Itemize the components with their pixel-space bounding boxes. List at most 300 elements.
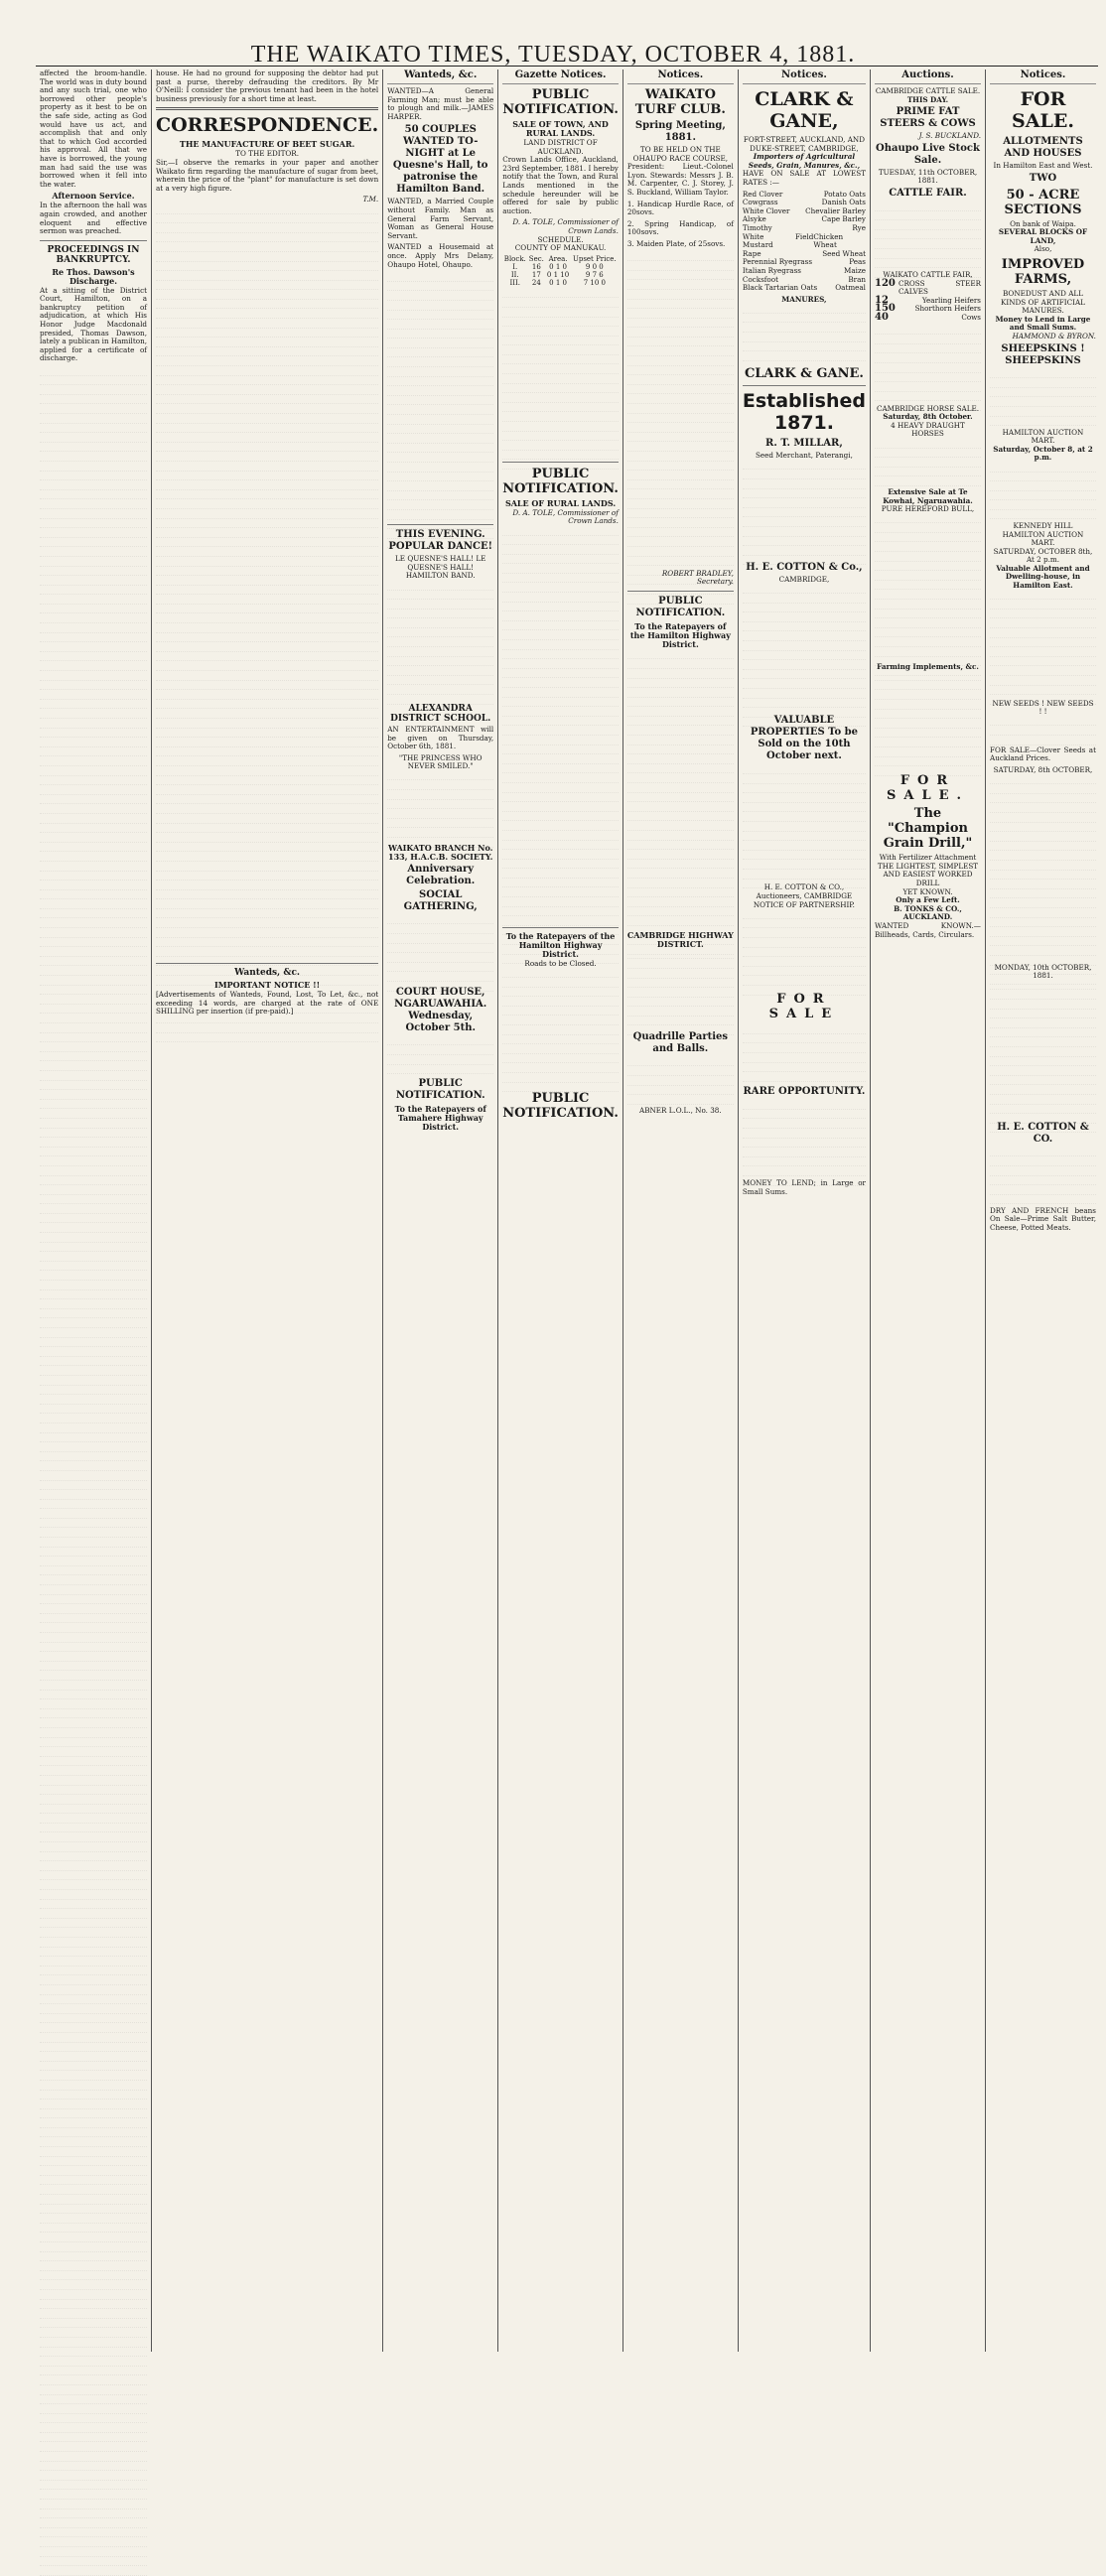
text-line (40, 1366, 147, 1376)
secretary-signature: ROBERT BRADLEY, Secretary. (661, 568, 734, 587)
text-line (40, 1747, 147, 1757)
two-label: TWO (1029, 172, 1057, 184)
text-line (40, 1271, 147, 1281)
text-line (502, 451, 619, 461)
text-line (627, 557, 734, 567)
text-line (990, 1085, 1096, 1095)
text-line (387, 396, 493, 406)
text-line (156, 613, 378, 623)
text-line (387, 415, 493, 425)
text-line (990, 407, 1096, 417)
text-line (40, 2081, 147, 2091)
text-line (40, 1795, 147, 1805)
text-line (990, 397, 1096, 407)
partnership-notice: NOTICE OF PARTNERSHIP. (753, 899, 855, 909)
text-line (387, 444, 493, 454)
text-line (40, 1633, 147, 1643)
text-line (40, 490, 147, 500)
text-line (627, 754, 734, 764)
text-line (627, 897, 734, 907)
public-notification-heading: PUBLIC NOTIFICATION. (635, 595, 726, 618)
text-line (40, 2414, 147, 2424)
text-line (40, 2043, 147, 2053)
text-line (875, 249, 981, 259)
list-item (875, 311, 981, 323)
text-line (743, 1139, 866, 1149)
text-line (40, 1919, 147, 1929)
text-line (743, 928, 866, 938)
seed-name: Oatmeal (835, 283, 866, 293)
text-line (40, 852, 147, 862)
column-7 (870, 69, 985, 2352)
cattle-fair-heading: CATTLE FAIR. (889, 187, 967, 199)
text-line (990, 473, 1096, 482)
text-line (40, 785, 147, 795)
seed-name: Cape Barley (821, 214, 866, 224)
text-line (743, 546, 866, 556)
text-line (875, 230, 981, 240)
text-line (875, 202, 981, 211)
text-line (990, 481, 1096, 491)
text-line (990, 842, 1096, 852)
text-line (156, 681, 378, 691)
text-line (40, 1376, 147, 1386)
text-line (743, 1043, 866, 1053)
text-line (743, 333, 866, 342)
wanted-ad: WANTED a Housemaid at once. Apply Mrs Delany, Ohaupo Hotel, Ohaupo. (387, 242, 494, 269)
notice-body (627, 950, 734, 1029)
text-line (40, 1090, 147, 1100)
text-line (40, 709, 147, 719)
text-line (990, 937, 1096, 947)
race-entry: 1. Handicap Hurdle Race, of 20sovs. (626, 199, 734, 217)
for-sale-heading: FOR SALE (768, 992, 840, 1022)
text-line (990, 610, 1096, 619)
text-line (387, 491, 493, 501)
entry-desc: Shorthorn Heifers (914, 304, 981, 314)
text-line (743, 470, 866, 479)
text-line (387, 647, 493, 657)
text-line (627, 404, 734, 414)
text-line (40, 443, 147, 453)
text-line (40, 623, 147, 633)
text-line (875, 637, 981, 647)
text-line (156, 538, 378, 548)
champion-drill-heading: The "Champion Grain Drill," (883, 806, 973, 852)
text-line (990, 647, 1096, 657)
text-line (387, 1065, 493, 1075)
several-blocks: SEVERAL BLOCKS OF LAND, (998, 227, 1088, 245)
text-line (627, 831, 734, 841)
text-line (627, 969, 734, 979)
text-line (156, 472, 378, 481)
text-line (387, 600, 493, 610)
seed-name: Maize (844, 265, 866, 275)
text-line (40, 872, 147, 881)
text-line (387, 425, 493, 435)
text-line (990, 784, 1096, 794)
text-line (156, 804, 378, 814)
text-line (40, 2537, 147, 2547)
seed-name: Rye (852, 222, 866, 232)
text-line (387, 618, 493, 628)
column-2 (151, 69, 382, 2352)
text-line (743, 679, 866, 689)
text-line (875, 335, 981, 344)
text-line (502, 841, 619, 851)
text-line (743, 1053, 866, 1063)
text-line (40, 2423, 147, 2433)
text-line (502, 1073, 619, 1083)
text-line (627, 821, 734, 831)
kennedy-hill: KENNEDY HILL (1013, 520, 1073, 530)
text-line (40, 1223, 147, 1233)
text-line (387, 963, 493, 973)
text-line (40, 2566, 147, 2576)
text-line (40, 1595, 147, 1605)
text-line (627, 518, 734, 528)
text-line (156, 395, 378, 405)
text-line (40, 1071, 147, 1081)
text-line (40, 1129, 147, 1139)
text-line (743, 622, 866, 632)
ad-body (743, 764, 866, 883)
text-line (743, 1100, 866, 1110)
text-line (387, 510, 493, 520)
few-left: Only a Few Left. (896, 895, 960, 905)
column-4 (497, 69, 622, 2352)
text-line (502, 384, 619, 394)
text-line (990, 638, 1096, 648)
text-line (627, 1066, 734, 1076)
text-line (40, 1424, 147, 1433)
extensive-sale: Extensive Sale at Te Kowhai, Ngaruawahia. (883, 486, 973, 505)
text-line (743, 793, 866, 803)
text-line (40, 2490, 147, 2500)
text-line (387, 282, 493, 292)
text-line (40, 2052, 147, 2062)
text-line (387, 320, 493, 330)
text-line (156, 528, 378, 538)
text-line (502, 997, 619, 1007)
prime-steers: PRIME FAT STEERS & COWS (880, 106, 976, 130)
text-line (387, 780, 493, 790)
text-line (387, 657, 493, 667)
text-line (40, 738, 147, 747)
text-line (743, 957, 866, 967)
text-line (40, 1195, 147, 1205)
schedule-heading: SCHEDULE. (537, 234, 584, 244)
text-line (627, 261, 734, 271)
text-line (387, 357, 493, 367)
text-line (40, 928, 147, 938)
entry-desc: CROSS STEER CALVES (899, 278, 981, 297)
text-line (156, 586, 378, 596)
entries-list (875, 277, 981, 323)
text-line (156, 938, 378, 948)
text-line (40, 1909, 147, 1919)
text-line (502, 783, 619, 793)
text-line (40, 2500, 147, 2509)
text-line (156, 414, 378, 424)
text-line (990, 861, 1096, 871)
text-line (40, 1681, 147, 1691)
text-line (40, 1528, 147, 1538)
text-line (40, 642, 147, 652)
text-line (40, 1433, 147, 1443)
text-line (156, 766, 378, 776)
text-line (156, 300, 378, 310)
text-line (40, 2233, 147, 2242)
text-line (40, 595, 147, 605)
text-line (40, 586, 147, 596)
ad-body (743, 1100, 866, 1179)
text-line (743, 537, 866, 547)
text-line (627, 1017, 734, 1026)
text-line (627, 726, 734, 736)
text-line (156, 947, 378, 957)
text-line (40, 1766, 147, 1776)
text-line (990, 1028, 1096, 1038)
text-line (40, 795, 147, 805)
text-line (502, 650, 619, 660)
text-line (156, 547, 378, 557)
text-line (40, 843, 147, 853)
seed-name: Alsyke (742, 214, 766, 224)
text-line (40, 1995, 147, 2005)
text-line (40, 2033, 147, 2043)
money-to-lend: Money to Lend in Large and Small Sums. (995, 314, 1091, 333)
text-line (502, 355, 619, 365)
text-line (502, 545, 619, 555)
column-heading: Notices. (990, 69, 1096, 84)
ad-body (990, 369, 1096, 429)
text-line (40, 1461, 147, 1471)
beet-sugar-heading: THE MANUFACTURE OF BEET SUGAR. (179, 139, 355, 150)
text-line (40, 1566, 147, 1576)
text-line (40, 1738, 147, 1748)
text-line (502, 831, 619, 841)
text-line (40, 1138, 147, 1148)
text-line (875, 449, 981, 459)
table-cell: 9 0 0 (585, 262, 604, 271)
text-line (627, 375, 734, 385)
text-line (156, 329, 378, 339)
text-line (156, 1023, 378, 1033)
text-line (40, 2100, 147, 2109)
text-line (40, 1500, 147, 1510)
text-line (387, 637, 493, 647)
column-heading: Notices. (627, 69, 734, 84)
text-line (40, 633, 147, 643)
auction-mart: HAMILTON AUCTION MART. (1002, 529, 1084, 548)
text-line (875, 514, 981, 524)
notice-body (502, 526, 619, 923)
text-line (387, 685, 493, 695)
text-line (40, 2185, 147, 2195)
text-line (40, 1386, 147, 1396)
text-line (156, 872, 378, 881)
text-line (502, 422, 619, 432)
lightest-line: THE LIGHTEST, SIMPLEST AND EASIEST WORKED DRILL (877, 861, 979, 888)
text-line (627, 764, 734, 774)
text-line (387, 377, 493, 387)
ohaupo-date: TUESDAY, 11th OCTOBER, 1881. (878, 167, 978, 186)
text-line (40, 881, 147, 890)
text-line (875, 719, 981, 729)
text-line (40, 1662, 147, 1672)
text-line (40, 2348, 147, 2358)
masthead-rule (36, 66, 1098, 67)
text-line (387, 453, 493, 463)
text-line (40, 385, 147, 395)
text-line (502, 393, 619, 403)
text-line (156, 424, 378, 434)
text-line (743, 938, 866, 948)
text-line (156, 223, 378, 233)
text-line (40, 1452, 147, 1462)
text-line (875, 363, 981, 373)
text-line (502, 432, 619, 442)
text-line (40, 995, 147, 1005)
text-line (40, 1709, 147, 1719)
text-line (40, 1081, 147, 1091)
text-line (40, 899, 147, 909)
text-line (743, 641, 866, 651)
text-line (743, 1034, 866, 1044)
text-line (156, 462, 378, 472)
bankruptcy-text: At a sitting of the District Court, Hamilton, on a bankruptcy petition of adjudication, at which His Honor Judge Macdonald presided, Thomas Dawson, lately a publican in Hamilton, applied for a certificate of discharge. (40, 285, 147, 363)
text-line (875, 344, 981, 354)
text-line (40, 1471, 147, 1481)
text-line (387, 800, 493, 810)
text-line (990, 871, 1096, 881)
text-line (387, 481, 493, 491)
text-line (502, 860, 619, 870)
text-line (502, 630, 619, 640)
text-line (40, 729, 147, 739)
text-line (40, 1014, 147, 1023)
text-line (990, 1076, 1096, 1086)
text-line (502, 337, 619, 346)
text-line (875, 757, 981, 767)
text-line (627, 366, 734, 376)
text-line (875, 458, 981, 468)
society-heading: WAIKATO BRANCH No. 133, H.A.C.B. SOCIETY. (387, 842, 493, 862)
text-line (627, 346, 734, 356)
ad-body (875, 202, 981, 271)
text-line (387, 434, 493, 444)
text-line (40, 2557, 147, 2567)
wanted-ad: WANTED, a Married Couple without Family. Man as General Farm Servant, Woman as General House Servant. (387, 197, 494, 240)
ads-body (387, 915, 493, 985)
afternoon-text: In the afternoon the hall was again crowded, and another eloquent and effective sermon was preached. (40, 201, 147, 236)
seed-name: White Clover (742, 205, 790, 215)
text-line (743, 1119, 866, 1129)
text-line (40, 519, 147, 529)
text-line (502, 812, 619, 822)
text-line (40, 2224, 147, 2234)
text-line (387, 666, 493, 676)
text-line (156, 890, 378, 900)
auction-date: Saturday, October 8, at 2 p.m. (993, 444, 1093, 463)
text-line (40, 890, 147, 900)
text-line (627, 916, 734, 926)
text-line (387, 272, 493, 282)
text-line (502, 907, 619, 917)
text-line (40, 2509, 147, 2519)
text-line (502, 308, 619, 318)
roads-heading: Roads to be Closed. (524, 958, 597, 968)
text-line (40, 1814, 147, 1824)
text-line (743, 479, 866, 489)
text-line (156, 709, 378, 719)
ohaupo-sale-heading: Ohaupo Live Stock Sale. (876, 142, 980, 166)
table-cell: 17 (531, 270, 541, 279)
commissioner-signature: D. A. TOLE, Commissioner of Crown Lands. (512, 217, 619, 235)
text-line (40, 918, 147, 928)
text-line (990, 990, 1096, 1000)
text-line (743, 489, 866, 499)
text-line (40, 1652, 147, 1662)
text-line (627, 433, 734, 443)
text-line (743, 841, 866, 851)
text-line (156, 567, 378, 577)
text-line (627, 793, 734, 803)
text-line (40, 2319, 147, 2329)
text-line (40, 2338, 147, 2348)
text-line (40, 509, 147, 519)
text-line (502, 298, 619, 308)
millar-name: R. T. MILLAR, (765, 438, 843, 450)
text-line (875, 700, 981, 710)
text-line (40, 1691, 147, 1700)
text-line (990, 717, 1096, 727)
text-line (990, 369, 1096, 379)
text-line (40, 1614, 147, 1624)
text-line (627, 707, 734, 717)
quadrille-heading: Quadrille Parties and Balls. (632, 1030, 729, 1054)
text-line (156, 271, 378, 281)
text-line (990, 1018, 1096, 1028)
column-heading: Notices. (743, 69, 866, 84)
text-line (156, 338, 378, 347)
have-on-sale: HAVE ON SALE AT LOWEST RATES :— (742, 169, 866, 187)
text-line (990, 510, 1096, 520)
text-line (875, 353, 981, 363)
text-line (156, 785, 378, 795)
this-day: THIS DAY. (906, 94, 949, 104)
text-line (156, 385, 378, 395)
table-cell: 0 1 0 (549, 262, 567, 271)
text-line (387, 828, 493, 838)
text-line (40, 1148, 147, 1157)
text-line (627, 850, 734, 860)
text-line (627, 280, 734, 290)
text-line (40, 2328, 147, 2338)
column-6 (738, 69, 870, 2352)
farming-implements: Farming Implements, &c. (877, 661, 979, 671)
text-line (990, 591, 1096, 601)
letter-text: Sir,—I observe the remarks in your paper and another Waikato firm regarding the manufacture of sugar from beet, wherein the price of the "plant" for manufacture is set down at a very high figure. (155, 157, 379, 193)
text-line (387, 311, 493, 321)
text-line (502, 603, 619, 612)
text-line (743, 976, 866, 986)
text-line (387, 473, 493, 482)
text-line (875, 468, 981, 477)
text-line (502, 1054, 619, 1064)
text-line (990, 1148, 1096, 1157)
